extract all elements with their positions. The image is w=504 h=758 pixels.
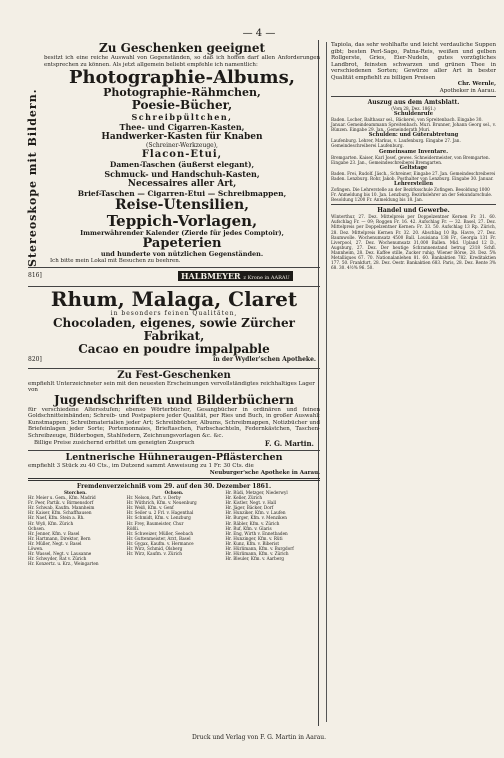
fremden-entry: Hr. Wassel, Negt. v. Lausanne (28, 551, 92, 557)
imprint-footer: Druck und Verlag von F. G. Martin in Aarau. (191, 734, 327, 741)
rum-sub3: Cacao en poudre impalpable (78, 341, 270, 356)
inv-title: Gemeinsame Inventare. (378, 148, 449, 155)
fremden-entry: Hr. Keller, Zürich (225, 495, 263, 501)
item-15: Papeterien (142, 236, 222, 251)
fest-title: Jugendschriften und Bilderbüchern (54, 392, 294, 407)
fremden-entry: Hr. Hürlimann, Kfm. v. Burgdorf (225, 546, 294, 552)
fremden-column-head: Ochsen. (164, 490, 184, 495)
ad-816-box (178, 271, 293, 281)
fest-ad (28, 371, 320, 449)
handel-title: Handel und Gewerbe. (377, 207, 450, 215)
ad-816-name: HALBMEYER (181, 270, 241, 281)
item-12: Reise-Utensilien, (114, 197, 250, 213)
ad-816-location: z Krone in AARAU (243, 274, 290, 281)
rum-sub1: in besonders feinen Qualitäten, (110, 309, 238, 317)
item-8: Damen-Taschen (äußerst elegant), (109, 160, 255, 169)
fremden-entry: Hr. Kaiser, Kfm. Schaffhausen (28, 510, 92, 516)
fremden-entry: Hr. Frey, Baumeister, Chur (126, 520, 184, 526)
fremden-column (28, 490, 123, 566)
plaster-title: Lentnerische Hühneraugen-Pflästerchen (65, 452, 283, 463)
fremden-entry: Löwen. (28, 546, 44, 552)
schule-title: Schulden: und Güterabtretung (368, 132, 459, 139)
item-6: (Schreiner-Werkzeuge), (146, 142, 218, 149)
schuld-title: Schuldenrufe (393, 111, 434, 118)
item-14: Immerwährender Kalender (Zierde für jedes Comptoir), (80, 229, 284, 237)
fremden-entry: Hr. Schwyder, Rat v. Zürich (28, 556, 87, 562)
fremden-entry: Hr. Hunzinger, Kfm. v. Rüti (225, 535, 283, 541)
fremden-list (28, 483, 320, 566)
rum-source: in der Wydler'schen Apotheke. (213, 355, 316, 363)
fremden-entry: Hr. Schwab, Kaufm. Mannheim (28, 505, 95, 511)
fremden-entry: Hr. Kunz, Kfm. v. Biberist (225, 540, 280, 546)
schuld-text: Baden. Locher, Balthasar sel., Bäckerei, von Spreitenbach. Eingabe 30. Januar. Gemeindeammann Spreitenbach. Muri. Brunner, Johann Georg sel., v. Bünzen. Eingabe 29. Jan., Gemeinderath Muri. (331, 117, 496, 133)
item-4: Thee- und Cigarren-Kasten, (119, 122, 245, 132)
fremden-entry: Hr. Kistler, Negt. v. Hall (225, 500, 277, 506)
fremden-column (225, 490, 320, 566)
fremden-entry: Rößli. (126, 525, 140, 531)
fremden-entry: Hr. Nelson, Part. v. Derby (126, 495, 181, 501)
fremden-entry: Hr. Guttenmeister, Arzt, Basel (126, 535, 191, 541)
fremden-column (127, 490, 222, 566)
vertical-ad-stereoskope: Stereoskope mit Bildern. (26, 88, 39, 268)
gifts-intro: besitzt ich eine reiche Auswahl von Gegenständen, so daß ich hoffen darf allen Anforderungen entsprechen zu können. Als jetzt allgemein beliebt empfehle ich namentlich: (44, 55, 320, 68)
fremden-entry: Hr. Seiler u. 2 Frl. v. Hagenthal (126, 510, 194, 516)
fremden-entry: Hr. Wyß, Kfm. Zürich (28, 520, 74, 526)
item-3: Schreibpültchen, (131, 112, 233, 122)
lehr-title: Lehrerstellen (393, 180, 434, 187)
plaster-pharmacy: Neuburger'sche Apotheke in Aarau. (209, 469, 320, 476)
left-column (28, 42, 320, 722)
newspaper-page (22, 28, 496, 741)
rum-number: 820] (28, 355, 42, 363)
fest-signature: F. G. Martin. (264, 439, 314, 448)
item-2: Poesie-Bücher, (131, 98, 233, 112)
fremden-entry: Hr. Müller, Negt. v. Basel (28, 540, 82, 546)
tapiola-ad: Tapiola, das sehr wohlhafte und leicht verdauliche Suppen gibt; besten Perl-Sago, Patna-Reis, weißen und gelben Rollgerste, Gries, Eier-Nudeln, gutes vorzügliches Landbrot, feinsten schwarzen und grünen Thee in verschiedenen Sorten; Gewürze aller Art in bester Qualität empfiehlt zu billigen Preisen (331, 42, 496, 81)
fremden-entry: Hr. Hunziker, Kfm. v. Laufen (225, 510, 286, 516)
amtsblatt-title: Auszug aus dem Amtsblatt. (367, 99, 460, 106)
inv-text: Bremgarten. Kaiser, Karl Josef, gewes. Schneidermeister, von Bremgarten. Eingabe 23. Jan., Gemeindeschreiberei Bremgarten. (331, 154, 490, 165)
fremden-columns (28, 490, 320, 566)
fremden-entry: Hr. Naef, Kfm. Stein a. Rh. (28, 515, 85, 521)
fest-heading: Zu Fest-Geschenken (117, 369, 231, 381)
fremden-entry: Hr. Rüdi, Metzger, Niederwyl (225, 490, 288, 495)
fremden-entry: Hr. Jäger, Bäcker, Dorf (225, 505, 274, 511)
fremden-entry: Hr. Wirz, Kaufm. v. Zürich (126, 551, 182, 557)
item-7: Flacon-Etui, (141, 149, 223, 160)
fest-footer: Billige Preise zusichernd erbittet um geneigten Zuspruch (34, 440, 195, 446)
plaster-ad (28, 453, 320, 476)
tapiola-signature: Chr. Wernle, (457, 81, 496, 87)
fremden-entry: Hr. Hartmann, Direktor, Bern (28, 535, 91, 541)
fremden-entry: Hr. Weiß, Kfm. v. Genf (126, 505, 174, 511)
item-9: Schmuck- und Handschuh-Kasten, (104, 169, 260, 179)
schule-text: Laufenburg. Lehrer, Markus, v. Laufenburg. Eingabe 27. Jan. Gemeindeschreiberei Laufenburg. (331, 138, 461, 149)
fest-intro: empfiehlt Unterzeichneter sein mit den neuesten Erscheinungen vervollständigtes reichhaltiges Lager von (28, 380, 315, 393)
fremden-entry: Hr. Ruf, Kfm. v. Glaris (225, 525, 272, 531)
page-number: — 4 — (242, 28, 276, 39)
rum-sub2: Chocoladen, eigenes, sowie Zürcher Fabrikat, (53, 315, 295, 343)
fremden-entry: Hr. Gygax, Kaufm. v. Hermance (126, 540, 194, 546)
fremden-entry: Ochsen. (28, 525, 46, 531)
fremden-entry: Hr. Hürlimann, Kfm. v. Zürich (225, 551, 289, 557)
fremden-entry: Hr. Räbler, Kfm. v. Zürich (225, 520, 280, 526)
fremden-entry: Hr. Bleuler, Kfm. v. Aarberg (225, 556, 285, 562)
fremden-entry: Hr. Meier u. Gem., Kfm. Madrid (28, 495, 96, 501)
fremden-entry: Hr. Wirz, Schmid, Olsberg (126, 546, 183, 552)
item-1: Photographie-Rähmchen, (103, 86, 261, 99)
right-column (326, 42, 496, 722)
fest-body: für verschiedene Altersstufen; ebenso Wörterbücher, Gesangbücher in ordinären und feinen Goldschnitteinbänden; Schreib- und Postpapiere jeder Qualität, per Ries und Buch, in großer Auswahl; Kunstmappen; Schreibmaterialien jeder Art; Schreibbücher, Albums, Schreibmappen, Notizbücher und Briefeinlagen jeder Sorte; Portemonnaies, Brieftaschen, Farbschachteln, Federnkästchen, Taschen-Schreibzeuge, Bilderbogen, Stahlfedern, Zeichnungsvorlagen &c. &c. (28, 406, 320, 439)
item-0: Photographie-Albums, (68, 67, 296, 88)
rum-ad (28, 286, 320, 366)
item-13: Teppich-Vorlagen, (106, 212, 258, 230)
fremden-entry: Hr. Burger, Kfm. v. Menziken (225, 515, 287, 521)
gifts-ad (44, 42, 320, 265)
handel-text: Winterthur, 27. Dez. Mittelpreis per Doppelzentner Kernen Fr. 31. 60. Aufschlag Fr. — 09; Roggen Fr. 16. 42. Aufschlag Fr. — 32. Basel, 27. Dez. Mittelpreis per Doppelzentner Kernen: Fr. 33. 50. Aufschlag 13 Rp. Zürich, 28. Dez. Mittelpreis Kernen Fr. 32. 20. Abschlag 10 Rp. Havre, 27. Dez. Baumwolle. Wochenumsatz 4500 Ball. Louisiana 138 Fr., Georgia 131 Fr. Liverpool, 27. Dez. Wochenumsatz 31,000 Ballen. Mid. Upland 12 D., Augsburg, 27. Dez. Der heutige Schrannenstand betrug 2318 Schfl. Mannheim, 28. Dez. Kaffee stille, Zucker ruhig. Wiener Börse, 28. Dez. 5% Metalliques 67. 70. Nationalanlehen 81. 60. Bankaktien 782. Kreditaktien 177. 50. Frankfurt, 28. Dez. Oestr. Bankaktien 683. Paris, 28. Dez. Rente 3% 68. 30. 4½% 96. 50. (331, 214, 496, 271)
fremden-entry: Hr. Jenner, Kfm. v. Basel (28, 530, 80, 536)
fremden-entry: Hr. Wüthrich, Kfm. v. Neuenburg (126, 500, 197, 506)
item-16: und hunderte von nützlichen Gegenständen. (100, 250, 264, 258)
amtsblatt-date: (Vom 28. Dez. 1861.) (391, 106, 436, 111)
fremden-entry: Hr. Schmidt, Kfm. v. Lenzburg (126, 515, 191, 521)
item-11: Brief-Taschen — Cigarren-Etui — Schreibmappen, (77, 189, 287, 198)
fremden-entry: Hr. Schweizer, Müller, Seebach (126, 530, 194, 536)
item-10: Necessaires aller Art, (127, 179, 237, 189)
tapiola-signature-2: Apotheker in Aarau. (439, 87, 496, 94)
fremden-entry: Fr. Peer, Partik. v. Birmensdorf (28, 500, 94, 506)
fremden-entry: Hr. Eng, Wirth v. Ennetbaden (225, 530, 288, 536)
fremden-entry: Hr. Konzertz. u. Krz., Weingarten (28, 561, 99, 567)
geltstag-text: Baden. Frei, Rudolf. Jäsch., Schreiner, Eingabe 27. Jan. Gemeindeschreiberei Baden. Lenzburg. Rohr, Jakob, Posthalter von Lenzburg. Eingabe 30. Januar. (331, 170, 496, 181)
gifts-heading: Zu Geschenken geeignet (98, 41, 266, 55)
ad-816 (28, 270, 320, 284)
fremden-column-head: Storchen. (63, 490, 87, 495)
rum-title: Rhum, Malaga, Claret (50, 286, 298, 311)
geltstag-title: Geltstage (399, 164, 428, 171)
lehr-text: Zofingen. Die Lehrerstelle an der Bezirksschule Zofingen. Besoldung 1000 Fr. Anmeldung bis 10. Jan. Lenzburg. Bezirkslehrer an der Sekundarschule. Besoldung 1200 Fr. Anmeldung bis 18. Jan. (331, 186, 493, 203)
ad-816-number: 816] (28, 271, 42, 279)
gifts-closing: Ich bitte mein Lokal mit Besuchen zu beehren. (50, 258, 181, 264)
plaster-body: empfiehlt 3 Stück zu 40 Cts., im Dutzend sammt Anweisung zu 1 Fr. 30 Cts. die (28, 463, 254, 469)
item-5: Handwerker-Kasten für Knaben (101, 132, 263, 142)
fremden-title: Fremdenverzeichniß vom 29. auf den 30. Dezember 1861. (76, 483, 272, 490)
